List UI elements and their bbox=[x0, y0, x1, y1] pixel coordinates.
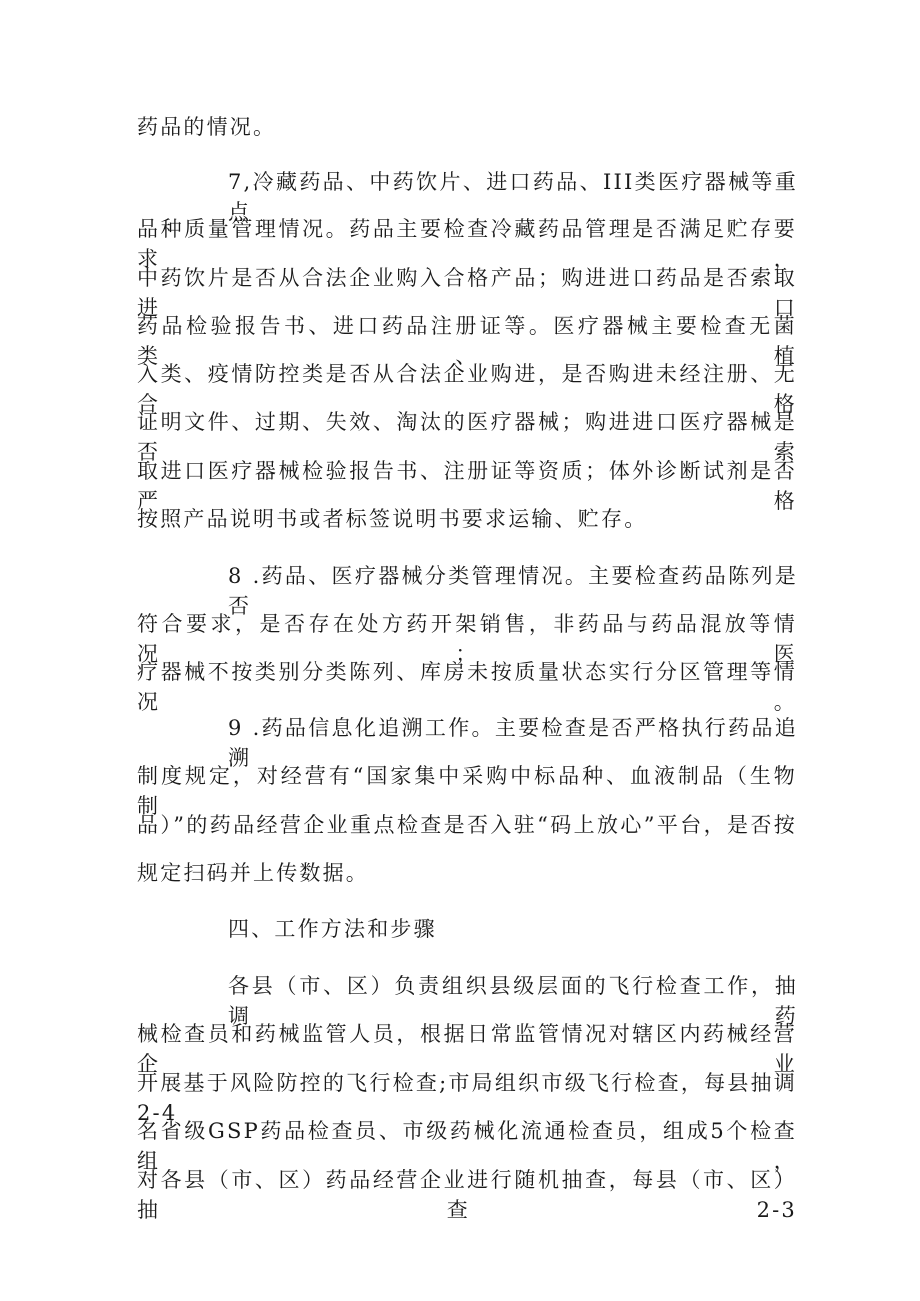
paragraph-7-heading: 7,冷藏药品、中药饮片、进口药品、III类医疗器械等重点 bbox=[228, 170, 798, 224]
text-line: 按照产品说明书或者标签说明书要求运输、贮存。 bbox=[137, 507, 648, 531]
text-line: 药品检验报告书、进口药品注册证等。医疗器械主要检查无菌类、植 bbox=[137, 314, 797, 368]
text-line: 制度规定，对经营有“国家集中采购中标品种、血液制品（生物制 bbox=[137, 764, 797, 818]
paragraph-8-heading: 8 .药品、医疗器械分类管理情况。主要检查药品陈列是否 bbox=[228, 564, 798, 618]
text-line: 符合要求，是否存在处方药开架销售，非药品与药品混放等情况；医 bbox=[137, 612, 797, 666]
text-line: 械检查员和药械监管人员，根据日常监管情况对辖区内药械经营企业 bbox=[137, 1022, 797, 1076]
text-line: 名省级GSP药品检查员、市级药械化流通检查员，组成5个检查组， bbox=[137, 1119, 797, 1173]
text-line: 疗器械不按类别分类陈列、库房未按质量状态实行分区管理等情况。 bbox=[137, 660, 797, 714]
text-line: 规定扫码并上传数据。 bbox=[137, 861, 369, 885]
text-line: 证明文件、过期、失效、淘汰的医疗器械；购进进口医疗器械是否索 bbox=[137, 410, 797, 464]
text-line: 品种质量管理情况。药品主要检查冷藏药品管理是否满足贮存要求， bbox=[137, 217, 797, 271]
text-line: 药品的情况。 bbox=[137, 115, 277, 139]
text-line: 对各县（市、区）药品经营企业进行随机抽查，每县（市、区）抽查2-3 bbox=[137, 1168, 797, 1222]
text-line: 品）”的药品经营企业重点检查是否入驻“码上放心”平台，是否按 bbox=[137, 813, 797, 837]
text-line: 开展基于风险防控的飞行检查;市局组织市级飞行检查，每县抽调2-4 bbox=[137, 1071, 797, 1125]
paragraph-9-heading: 9 .药品信息化追溯工作。主要检查是否严格执行药品追溯 bbox=[228, 716, 798, 770]
text-line: 入类、疫情防控类是否从合法企业购进，是否购进未经注册、无合格 bbox=[137, 362, 797, 416]
text-line: 取进口医疗器械检验报告书、注册证等资质；体外诊断试剂是否严格 bbox=[137, 459, 797, 513]
section-heading: 四、工作方法和步骤 bbox=[228, 917, 437, 941]
text-line: 中药饮片是否从合法企业购入合格产品；购进进口药品是否索取进口 bbox=[137, 266, 797, 320]
text-line: 各县（市、区）负责组织县级层面的飞行检查工作，抽调药 bbox=[228, 974, 798, 1028]
